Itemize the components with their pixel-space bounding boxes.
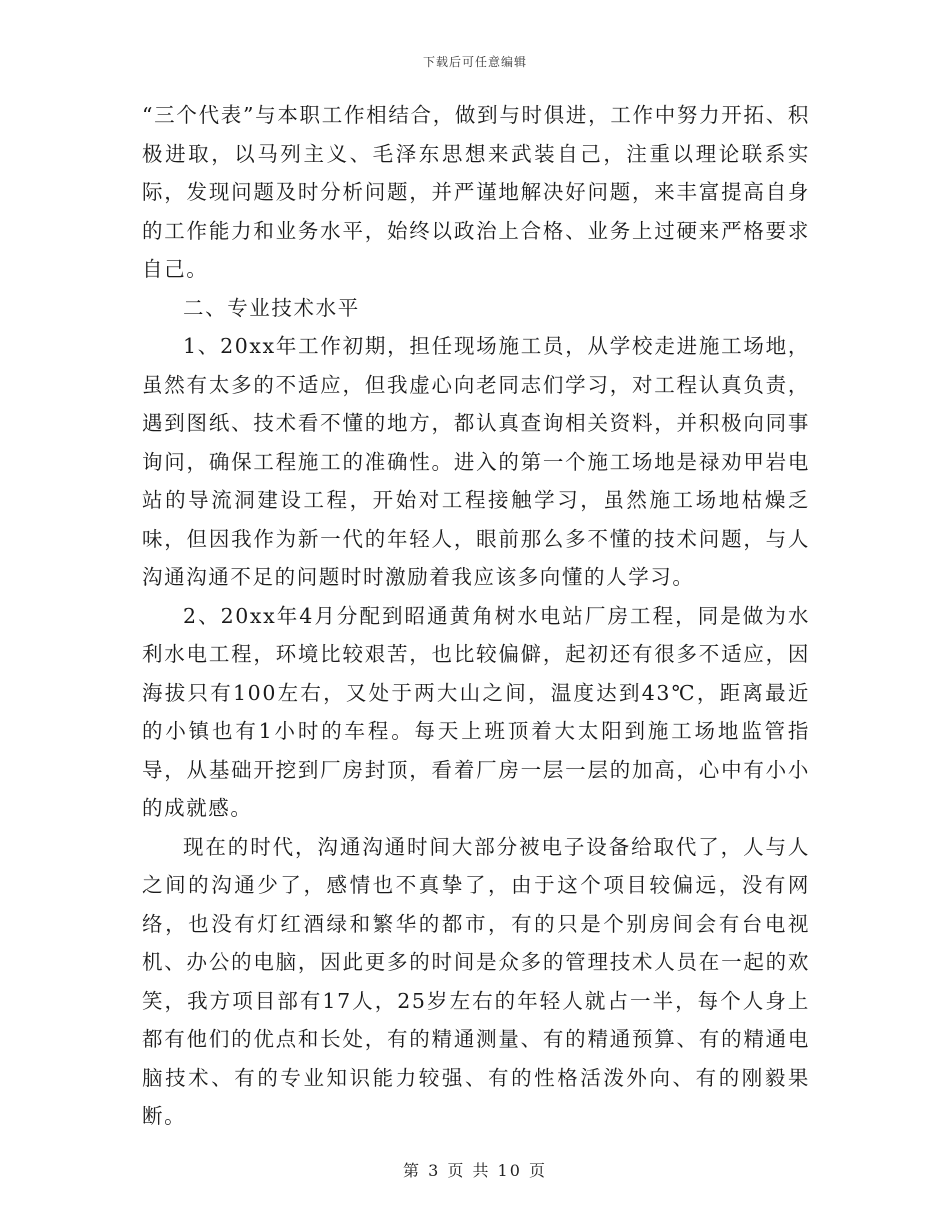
document-body xyxy=(142,96,810,1136)
page-number-footer: 第 3 页 共 10 页 xyxy=(403,1161,547,1180)
paragraph-continuation: “三个代表”与本职工作相结合，做到与时俱进，工作中努力开拓、积极进取，以马列主义、毛泽东思想来武装自己，注重以理论联系实际，发现问题及时分析问题，并严谨地解决好问题，来丰富提高自身的工作能力和业务水平，始终以政治上合格、业务上过硬来严格要求自己。 xyxy=(142,103,810,281)
section-heading: 二、专业技术水平 xyxy=(183,295,360,320)
paragraph-item-2: 2、20xx年4月分配到昭通黄角树水电站厂房工程，同是做为水利水电工程，环境比较艰苦，也比较偏僻，起初还有很多不适应，因海拔只有100左右，又处于两大山之间，温度达到43℃，距离最近的小镇也有1小时的车程。每天上班顶着大太阳到施工场地监管指导，从基础开挖到厂房封顶，看着厂房一层一层的加高，心中有小小的成就感。 xyxy=(142,603,810,820)
paragraph-item-1: 1、20xx年工作初期，担任现场施工员，从学校走进施工场地，虽然有太多的不适应，但我虚心向老同志们学习，对工程认真负责，遇到图纸、技术看不懂的地方，都认真查询相关资料，并积极向同事询问，确保工程施工的准确性。进入的第一个施工场地是禄劝甲岩电站的导流洞建设工程，开始对工程接触学习，虽然施工场地枯燥乏味，但因我作为新一代的年轻人，眼前那么多不懂的技术问题，与人沟通沟通不足的问题时时激励着我应该多向懂的人学习。 xyxy=(142,334,810,589)
page-header: 下载后可任意编辑 xyxy=(422,55,527,69)
paragraph-communication: 现在的时代，沟通沟通时间大部分被电子设备给取代了，人与人之间的沟通少了，感情也不真挚了，由于这个项目较偏远，没有网络，也没有灯红酒绿和繁华的都市，有的只是个别房间会有台电视机、办公的电脑，因此更多的时间是众多的管理技术人员在一起的欢笑，我方项目部有17人，25岁左右的年轻人就占一半，每个人身上都有他们的优点和长处，有的精通测量、有的精通预算、有的精通电脑技术、有的专业知识能力较强、有的性格活泼外向、有的刚毅果断。 xyxy=(142,834,810,1128)
